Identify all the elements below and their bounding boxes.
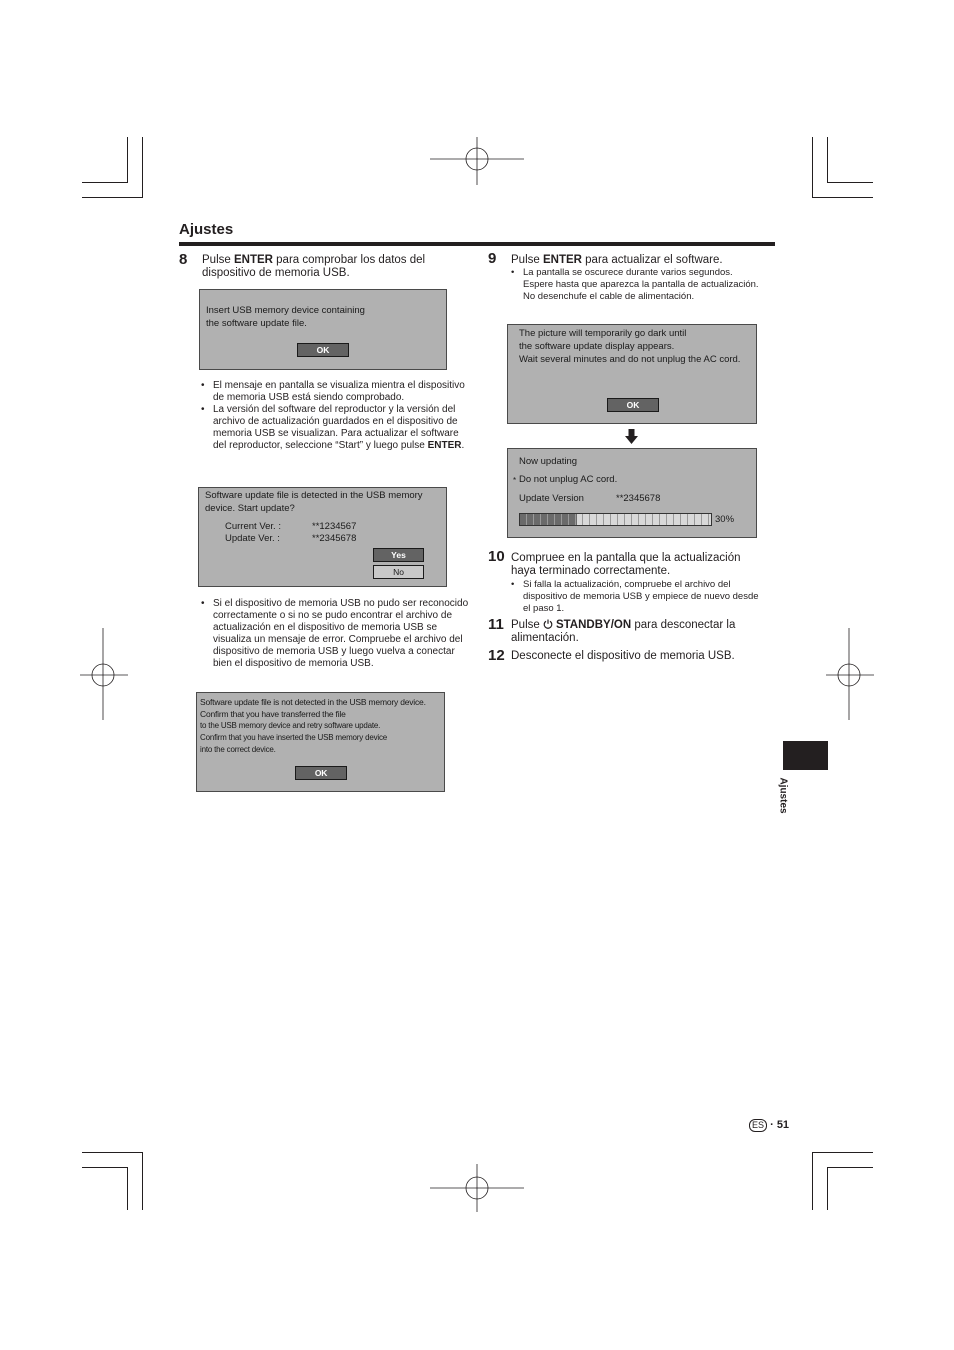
bullet-text: Si el dispositivo de memoria USB no pudo ser reconocido correctamente o si no se pudo encontrar el archivo de actualización en el dispositivo de memoria USB se visualiza un mensaje de error. Compruebe el archivo del dispositivo de memoria USB y luego vuelva a conectar bien el dispositivo de memoria USB. — [213, 598, 469, 669]
update-version-value: **2345678 — [312, 533, 357, 544]
screen-line: the software update file. — [206, 318, 307, 329]
ok-button[interactable]: OK — [607, 398, 659, 412]
section-rule — [179, 242, 775, 246]
unplug-warning: Do not unplug AC cord. — [519, 474, 618, 485]
bullet-text: La pantalla se oscurece durante varios segundos. Espere hasta que aparezca la pantalla de actualización. No desenchufe el cable de alimentación. — [523, 267, 759, 302]
screen-line: Software update file is not detected in the USB memory device. — [200, 697, 426, 707]
update-progress-bar — [519, 513, 712, 526]
side-tab-label — [777, 774, 797, 822]
arrow-down-icon — [625, 429, 638, 444]
step-9-bullets — [509, 267, 759, 303]
step-11-post: para desconectar la alimentación. — [511, 619, 736, 644]
screen-picture-dark — [507, 324, 757, 424]
screen-line: into the correct device. — [200, 745, 276, 754]
page-number-value: 51 — [776, 1119, 790, 1131]
no-button[interactable]: No — [373, 565, 424, 579]
screen-line: Confirm that you have inserted the USB memory device — [200, 733, 388, 742]
screen-line: device. Start update? — [205, 503, 295, 514]
step-12-text: Desconecte el dispositivo de memoria USB. — [511, 650, 735, 662]
screen-line: Confirm that you have transferred the file — [200, 709, 346, 719]
step-9-post: para actualizar el software. — [581, 254, 723, 266]
yes-button[interactable]: Yes — [373, 548, 424, 562]
step-8-bold: ENTER — [233, 254, 273, 266]
step-8-post: para comprobar los datos del dispositivo de memoria USB. — [202, 254, 426, 279]
bullet-item — [199, 404, 469, 452]
section-title: Ajustes — [179, 221, 234, 238]
update-version-label: Update Version — [519, 493, 584, 504]
step-10-bullets — [509, 579, 759, 615]
registration-mark-left — [80, 628, 128, 720]
bullet-item — [509, 267, 759, 303]
update-version-value: **2345678 — [616, 493, 661, 504]
now-updating-text: Now updating — [519, 456, 578, 467]
power-icon — [543, 619, 553, 629]
bullet-tail: . — [461, 440, 465, 451]
step-10-number: 10 — [488, 548, 505, 565]
current-version-value: **1234567 — [312, 521, 357, 532]
bullet-text: La versión del software del reproductor y la versión del archivo de actualización guardados en el dispositivo de memoria USB se visualizan. Para actualizar el software del reproductor, seleccione “Start” y luego pulse — [213, 404, 459, 451]
bullet-text: El mensaje en pantalla se visualiza mientra el dispositivo de memoria USB está siendo comprobado. — [213, 380, 465, 403]
bullet-item — [199, 598, 469, 670]
registration-mark-top — [430, 137, 524, 185]
screen-line: the software update display appears. — [519, 341, 675, 352]
language-badge: ES — [749, 1119, 767, 1132]
step-9-pre: Pulse — [511, 254, 543, 266]
step-9-number: 9 — [488, 250, 497, 267]
step-11-number: 11 — [488, 616, 504, 633]
bullet-item — [509, 579, 759, 615]
screen-update-detected — [198, 487, 447, 587]
step-9-text — [511, 254, 773, 267]
screen-now-updating — [507, 448, 757, 538]
registration-mark-bottom — [430, 1164, 524, 1212]
asterisk-mark: * — [513, 476, 517, 485]
screen-insert-usb — [199, 289, 447, 370]
screen-line: Software update file is detected in the USB memory — [205, 490, 423, 501]
progress-ticks — [520, 514, 711, 525]
registration-mark-right — [826, 628, 874, 720]
screen-update-not-detected — [196, 692, 445, 792]
progress-percent-label: 30% — [715, 514, 735, 525]
step-11-bold: STANDBY/ON — [555, 619, 632, 631]
page-separator: · — [770, 1119, 774, 1131]
step-12-number: 12 — [488, 647, 505, 664]
side-tab-text: Ajustes — [777, 777, 789, 814]
ok-button[interactable]: OK — [297, 343, 349, 357]
bullet-item — [199, 380, 469, 404]
step-8-number: 8 — [179, 251, 188, 268]
step-8-text — [202, 254, 464, 280]
bullet-bold: ENTER — [427, 440, 462, 451]
step-11-pre: Pulse — [511, 619, 543, 631]
screen-line: to the USB memory device and retry software update. — [200, 721, 381, 730]
step-10-text: Compruee en la pantalla que la actualización haya terminado correctamente. — [511, 552, 741, 577]
current-version-label: Current Ver. : — [225, 521, 281, 532]
ok-button[interactable]: OK — [295, 766, 347, 780]
step-9-bold: ENTER — [542, 254, 582, 266]
page-number — [749, 1119, 789, 1132]
screen-line: The picture will temporarily go dark until — [519, 328, 687, 339]
step-8-pre: Pulse — [202, 254, 234, 266]
screen-line: Wait several minutes and do not unplug the AC cord. — [519, 354, 741, 365]
side-tab-block — [783, 741, 828, 770]
update-version-label: Update Ver. : — [225, 533, 280, 544]
screen-line: Insert USB memory device containing — [206, 305, 365, 316]
step-11-text — [511, 619, 761, 645]
bullet-list-1 — [199, 380, 469, 452]
bullet-text: Si falla la actualización, compruebe el archivo del dispositivo de memoria USB y empiece de nuevo desde el paso 1. — [523, 579, 759, 614]
bullet-list-2 — [199, 598, 469, 670]
